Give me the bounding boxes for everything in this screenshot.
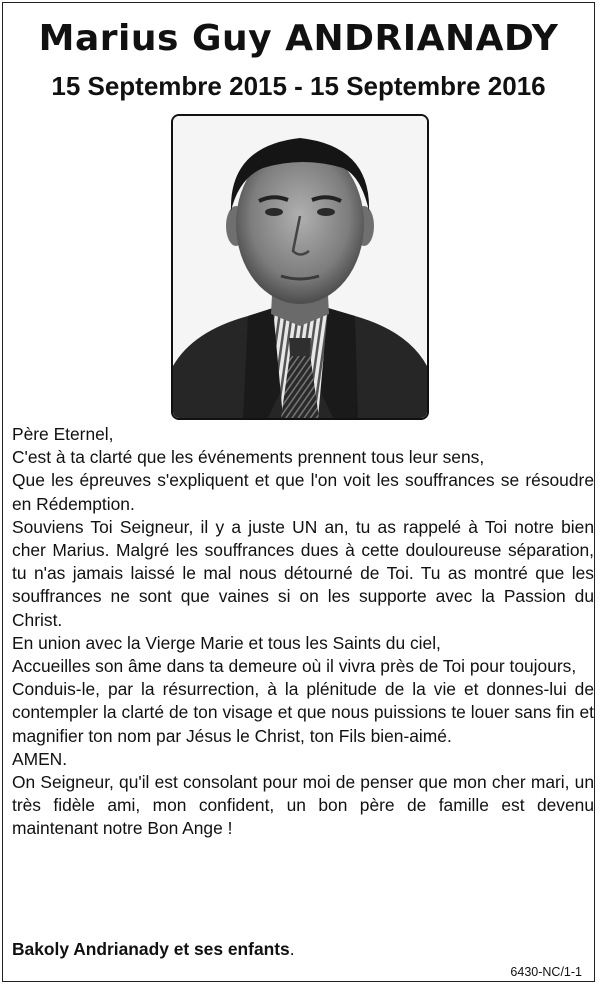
deceased-name: Marius Guy ANDRIANADY [38, 18, 559, 59]
signature-name: Bakoly Andrianady et ses enfants [12, 939, 290, 959]
portrait-icon [173, 116, 427, 418]
memorial-dates: 15 Septembre 2015 - 15 Septembre 2016 [51, 71, 546, 101]
prayer-text [12, 423, 594, 841]
prayer-line: On Seigneur, qu'il est consolant pour moi de penser que mon cher mari, un très fidèle ami, mon confident, un bon père de famille est devenu maintenant notre Bon Ange ! [12, 772, 594, 839]
prayer-line: AMEN. [12, 748, 68, 769]
portrait-photo [171, 114, 429, 420]
prayer-line: Accueilles son âme dans ta demeure où il vivra près de Toi pour toujours, [12, 656, 577, 677]
prayer-line: Père Eternel, [12, 424, 114, 444]
signature [12, 937, 295, 961]
prayer-line: Conduis-le, par la résurrection, à la plénitude de la vie et donnes-lui de contempler la clarté de ton visage et que nous puissions te louer sans fin et magnifier ton nom par Jésus le Christ, ton Fils bien-aimé. [12, 679, 594, 746]
prayer-line: Souviens Toi Seigneur, il y a juste UN an, tu as rappelé à Toi notre bien cher Marius. Malgré les souffrances dues à cette douloureuse séparation, tu n'as jamais laissé le mal nous détourné de Toi. Tu as montré que les souffrances ne sont que vaines si on les supporte avec la Passion du Christ. [12, 516, 594, 630]
signature-punct: . [289, 939, 295, 959]
prayer-line: C'est à ta clarté que les événements prennent tous leur sens, [12, 447, 485, 468]
prayer-line: En union avec la Vierge Marie et tous les Saints du ciel, [12, 632, 441, 653]
reference-code: 6430-NC/1-1 [510, 965, 582, 979]
prayer-line: Que les épreuves s'expliquent et que l'on voit les souffrances se résoudre en Rédemption. [12, 470, 594, 514]
memorial-notice [2, 2, 595, 982]
